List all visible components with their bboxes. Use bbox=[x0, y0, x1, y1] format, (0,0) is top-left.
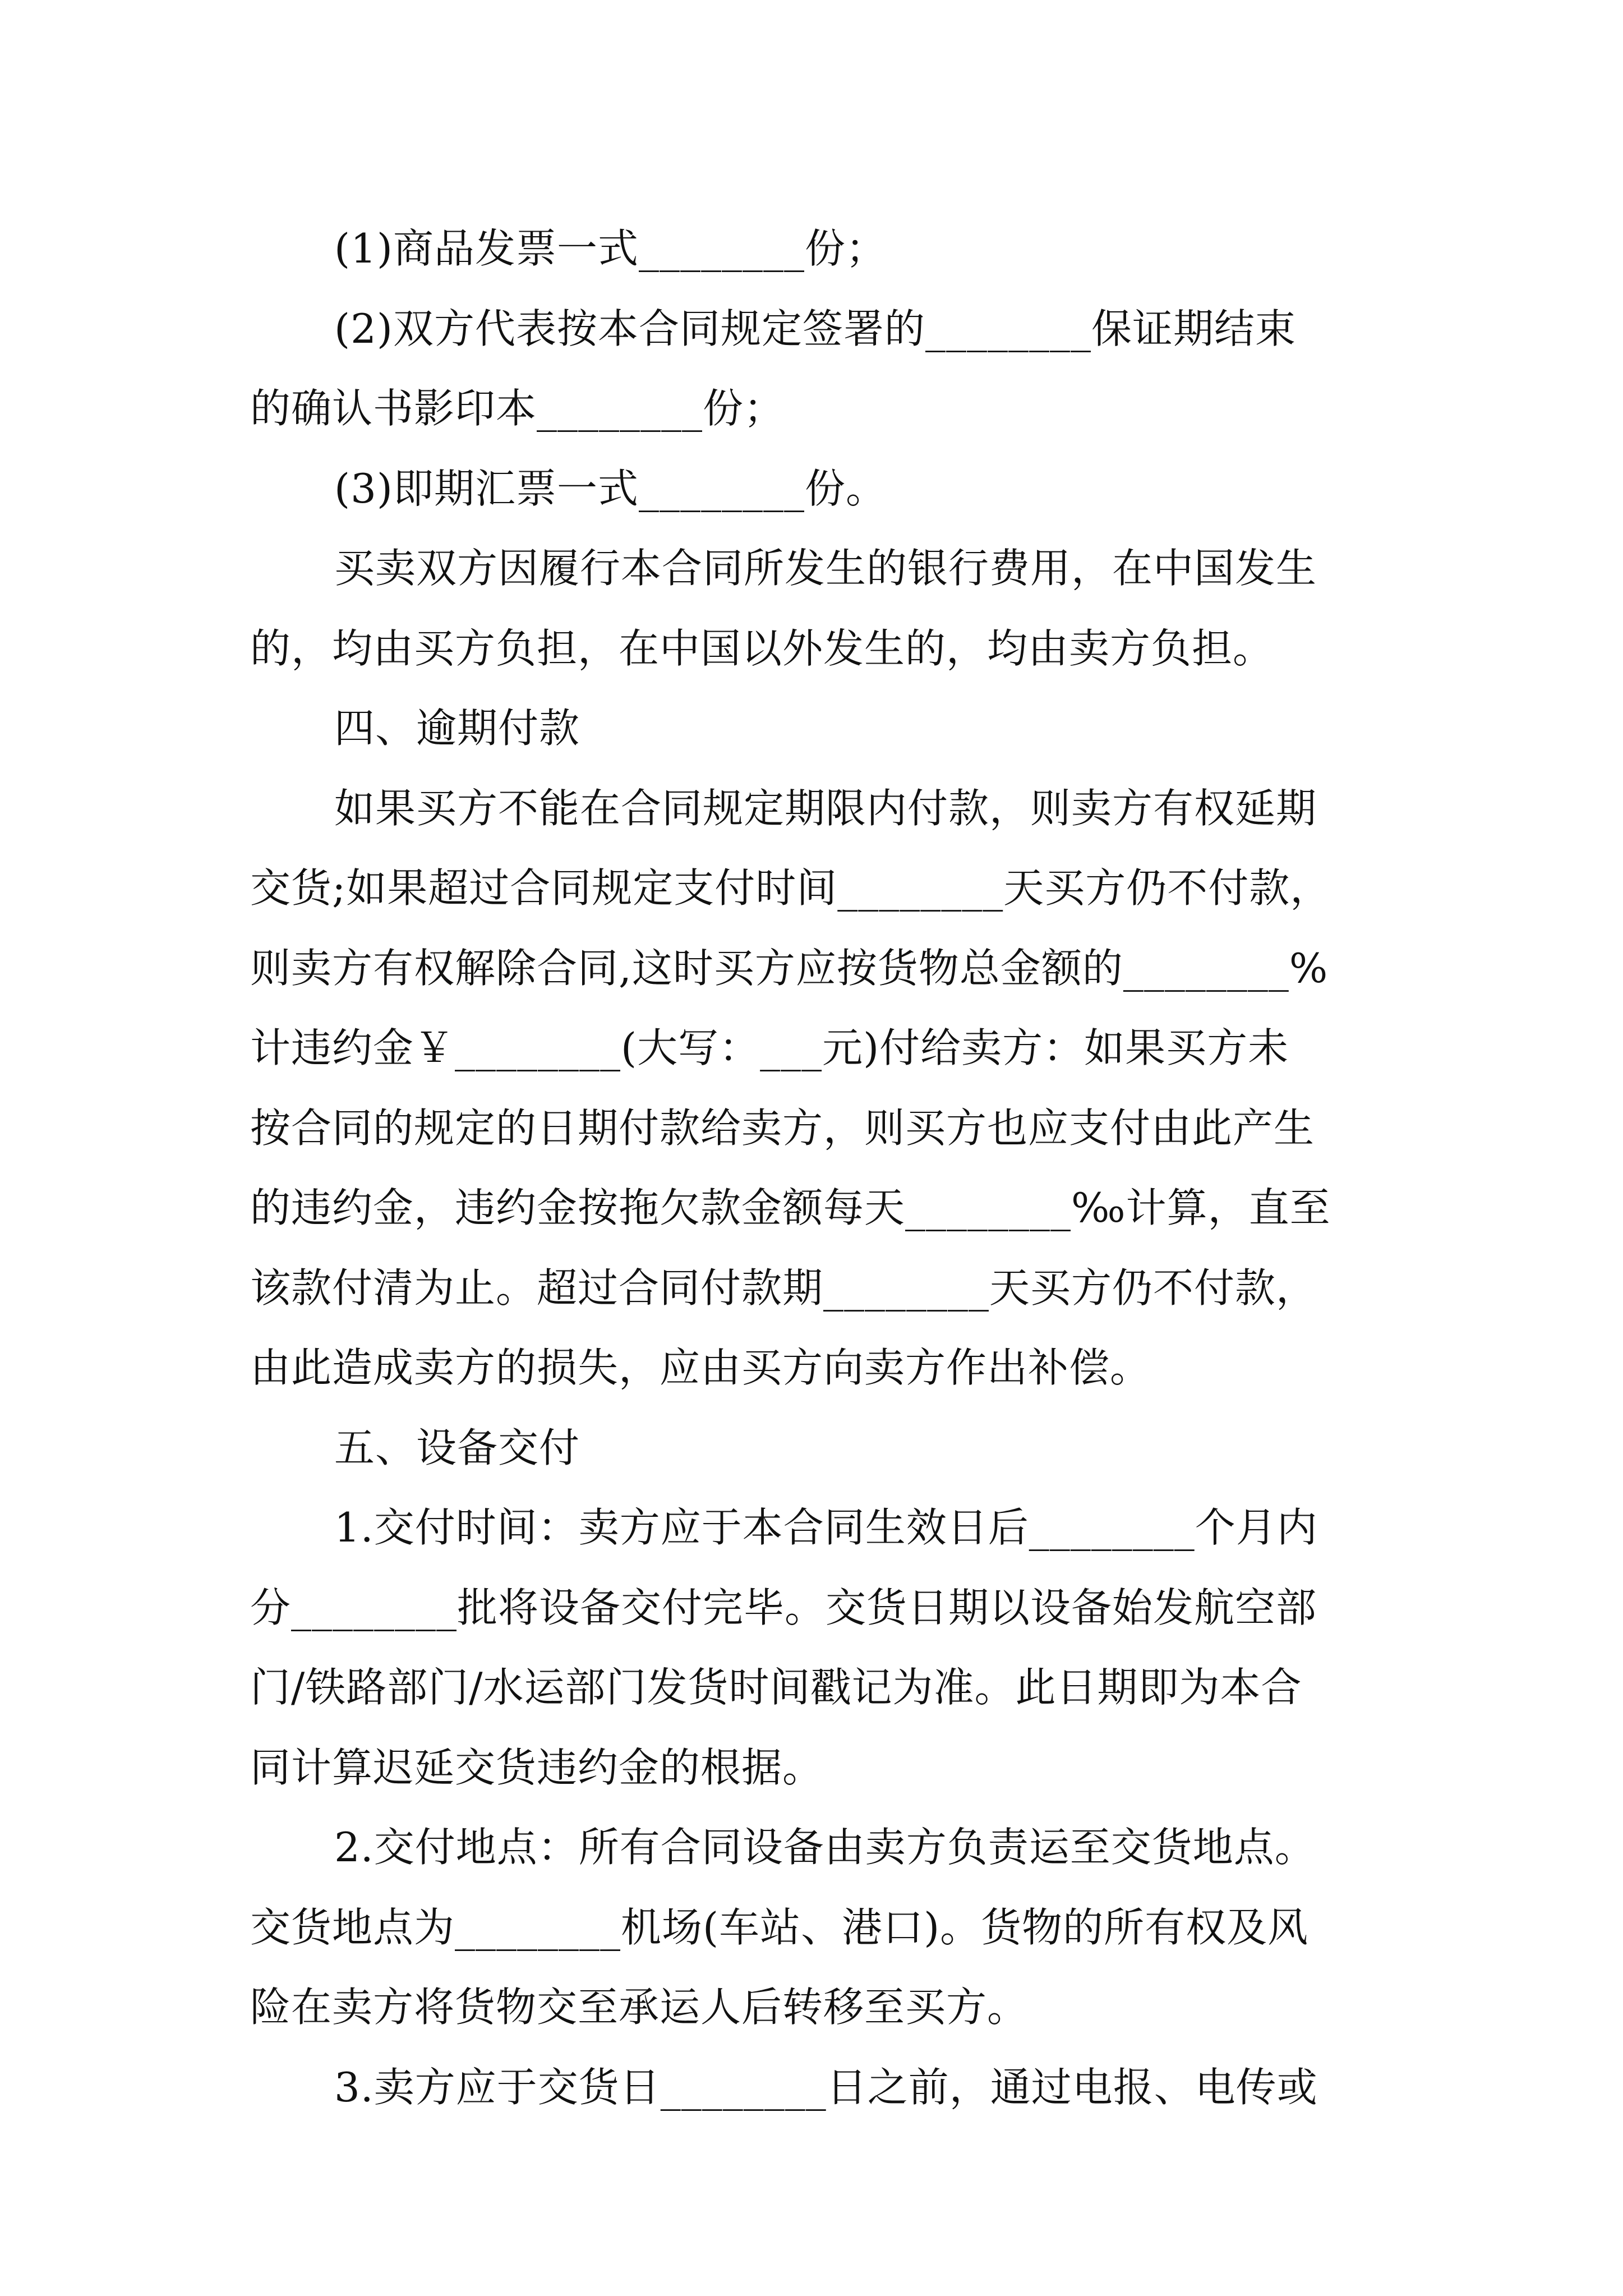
contract-text bbox=[250, 209, 1394, 2127]
text-line: 由此造成卖方的损失，应由买方向卖方作出补偿。 bbox=[250, 1344, 1151, 1391]
text-line: 该款付清为止。超过合同付款期________天买方仍不付款， bbox=[250, 1264, 1317, 1312]
text-line: 2.交付地点：所有合同设备由卖方负责运至交货地点。 bbox=[334, 1824, 1316, 1871]
text-line: 门/铁路部门/水运部门发货时间戳记为准。此日期即为本合 bbox=[250, 1664, 1302, 1711]
text-line: 的确认书影印本________份； bbox=[250, 385, 785, 432]
text-line: (3)即期汇票一式________份。 bbox=[334, 464, 887, 512]
section-heading: 四、逾期付款 bbox=[334, 705, 580, 752]
text-line: 1.交付时间：卖方应于本合同生效日后________个月内 bbox=[334, 1504, 1318, 1551]
text-line: 分________批将设备交付完毕。交货日期以设备始发航空部 bbox=[250, 1584, 1317, 1631]
text-line: 的违约金，违约金按拖欠款金额每天________‰计算，直至 bbox=[250, 1184, 1331, 1231]
text-line: 3.卖方应于交货日________日之前，通过电报、电传或 bbox=[334, 2063, 1318, 2111]
text-line: 交货;如果超过合同规定支付时间________天买方仍不付款， bbox=[250, 864, 1331, 912]
text-line: 的，均由买方负担，在中国以外发生的，均由卖方负担。 bbox=[250, 624, 1274, 672]
text-line: 计违约金￥________(大写：___元)付给卖方：如果买方未 bbox=[250, 1024, 1289, 1071]
text-line: 则卖方有权解除合同,这时买方应按货物总金额的________% bbox=[250, 944, 1329, 992]
text-line: 险在卖方将货物交至承运人后转移至买方。 bbox=[250, 1984, 1029, 2031]
text-line: 如果买方不能在合同规定期限内付款，则卖方有权延期 bbox=[334, 784, 1317, 832]
text-line: 按合同的规定的日期付款给卖方，则买方也应支付由此产生 bbox=[250, 1104, 1315, 1152]
text-line: (2)双方代表按本合同规定签署的________保证期结束 bbox=[334, 305, 1296, 352]
section-heading: 五、设备交付 bbox=[334, 1424, 580, 1471]
text-line: 同计算迟延交货违约金的根据。 bbox=[250, 1743, 824, 1791]
text-line: (1)商品发票一式________份； bbox=[334, 225, 887, 272]
text-line: 交货地点为________机场(车站、港口)。货物的所有权及风 bbox=[250, 1903, 1309, 1951]
text-line: 买卖双方因履行本合同所发生的银行费用，在中国发生 bbox=[334, 545, 1317, 592]
